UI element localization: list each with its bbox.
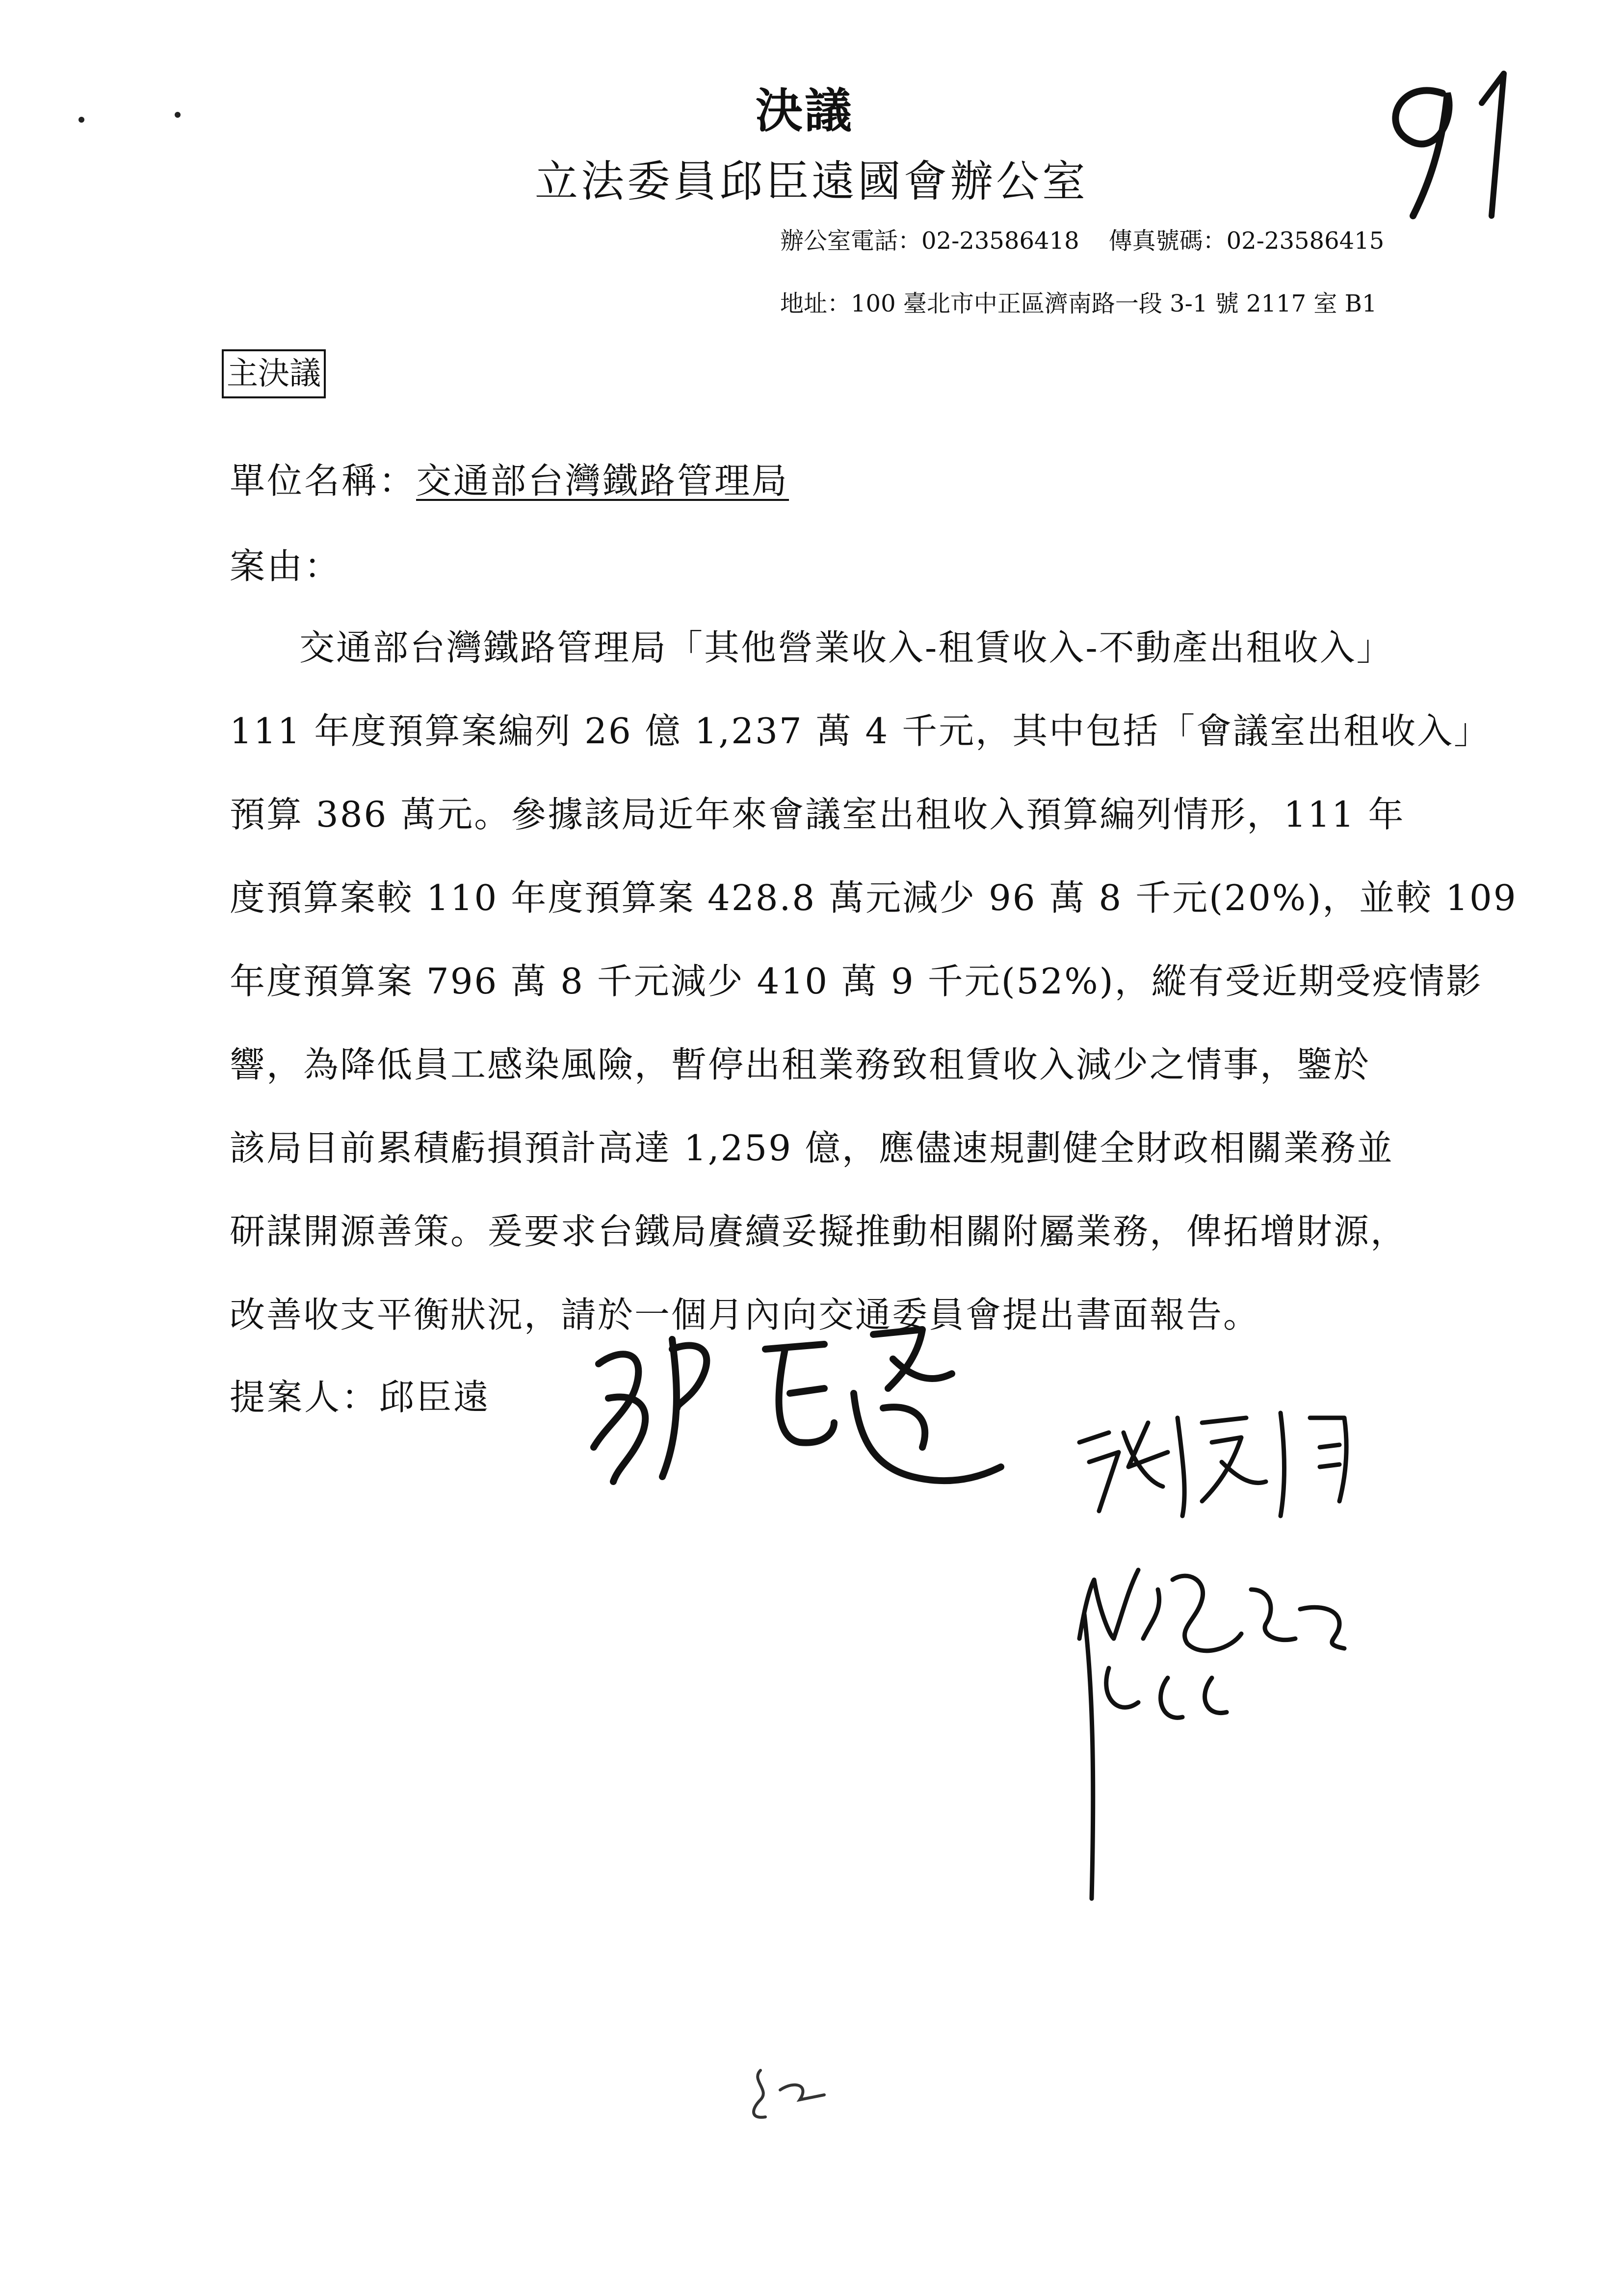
- body-line: 年度預算案 796 萬 8 千元減少 410 萬 9 千元(52%)，縱有受近期受疫情影: [230, 961, 1483, 1002]
- proposer: 提案人：邱臣遠: [230, 1377, 491, 1418]
- body-line: 該局目前累積虧損預計高達 1,259 億，應儘速規劃健全財政相關業務並: [230, 1127, 1394, 1169]
- signature-co-signer: [1065, 1403, 1457, 1904]
- unit-value: 交通部台灣鐵路管理局: [416, 460, 789, 501]
- body-line: 研謀開源善策。爰要求台鐵局賡續妥擬推動相關附屬業務，俾拓增財源，: [230, 1211, 1408, 1252]
- body-line: 111 年度預算案編列 26 億 1,237 萬 4 千元，其中包括「會議室出租收入」: [230, 710, 1491, 752]
- scan-speck: [79, 117, 84, 123]
- office-name: 立法委員邱臣遠國會辦公室: [535, 156, 1089, 207]
- unit-row: [230, 452, 789, 503]
- signature-qiu-chen-yuan: [579, 1320, 1006, 1501]
- office-fax: 傳真號碼：02-23586415: [1108, 227, 1385, 255]
- body-line: 預算 386 萬元。參據該局近年來會議室出租收入預算編列情形，111 年: [230, 794, 1405, 835]
- reason-label: 案由：: [230, 546, 342, 587]
- contact-line: [780, 222, 1384, 256]
- unit-label: 單位名稱：: [230, 460, 417, 501]
- scan-speck: [175, 112, 181, 118]
- document-title: 決議: [756, 83, 854, 138]
- body-line: 響，為降低員工感染風險，暫停出租業務致租賃收入減少之情事，鑒於: [230, 1044, 1371, 1085]
- office-address: 地址：100 臺北市中正區濟南路一段 3-1 號 2117 室 B1: [780, 290, 1377, 317]
- body-line: 交通部台灣鐵路管理局「其他營業收入-租賃收入-不動產出租收入」: [299, 627, 1393, 668]
- resolution-type-label: 主決議: [222, 349, 326, 398]
- handwritten-page-number: [1369, 59, 1541, 221]
- handwritten-mark: [741, 2061, 829, 2124]
- body-line: 度預算案較 110 年度預算案 428.8 萬元減少 96 萬 8 千元(20%)，並較 109: [230, 877, 1518, 918]
- office-phone: 辦公室電話：02-23586418: [780, 227, 1079, 255]
- body-line: 改善收支平衡狀況，請於一個月內向交通委員會提出書面報告。: [230, 1294, 1260, 1335]
